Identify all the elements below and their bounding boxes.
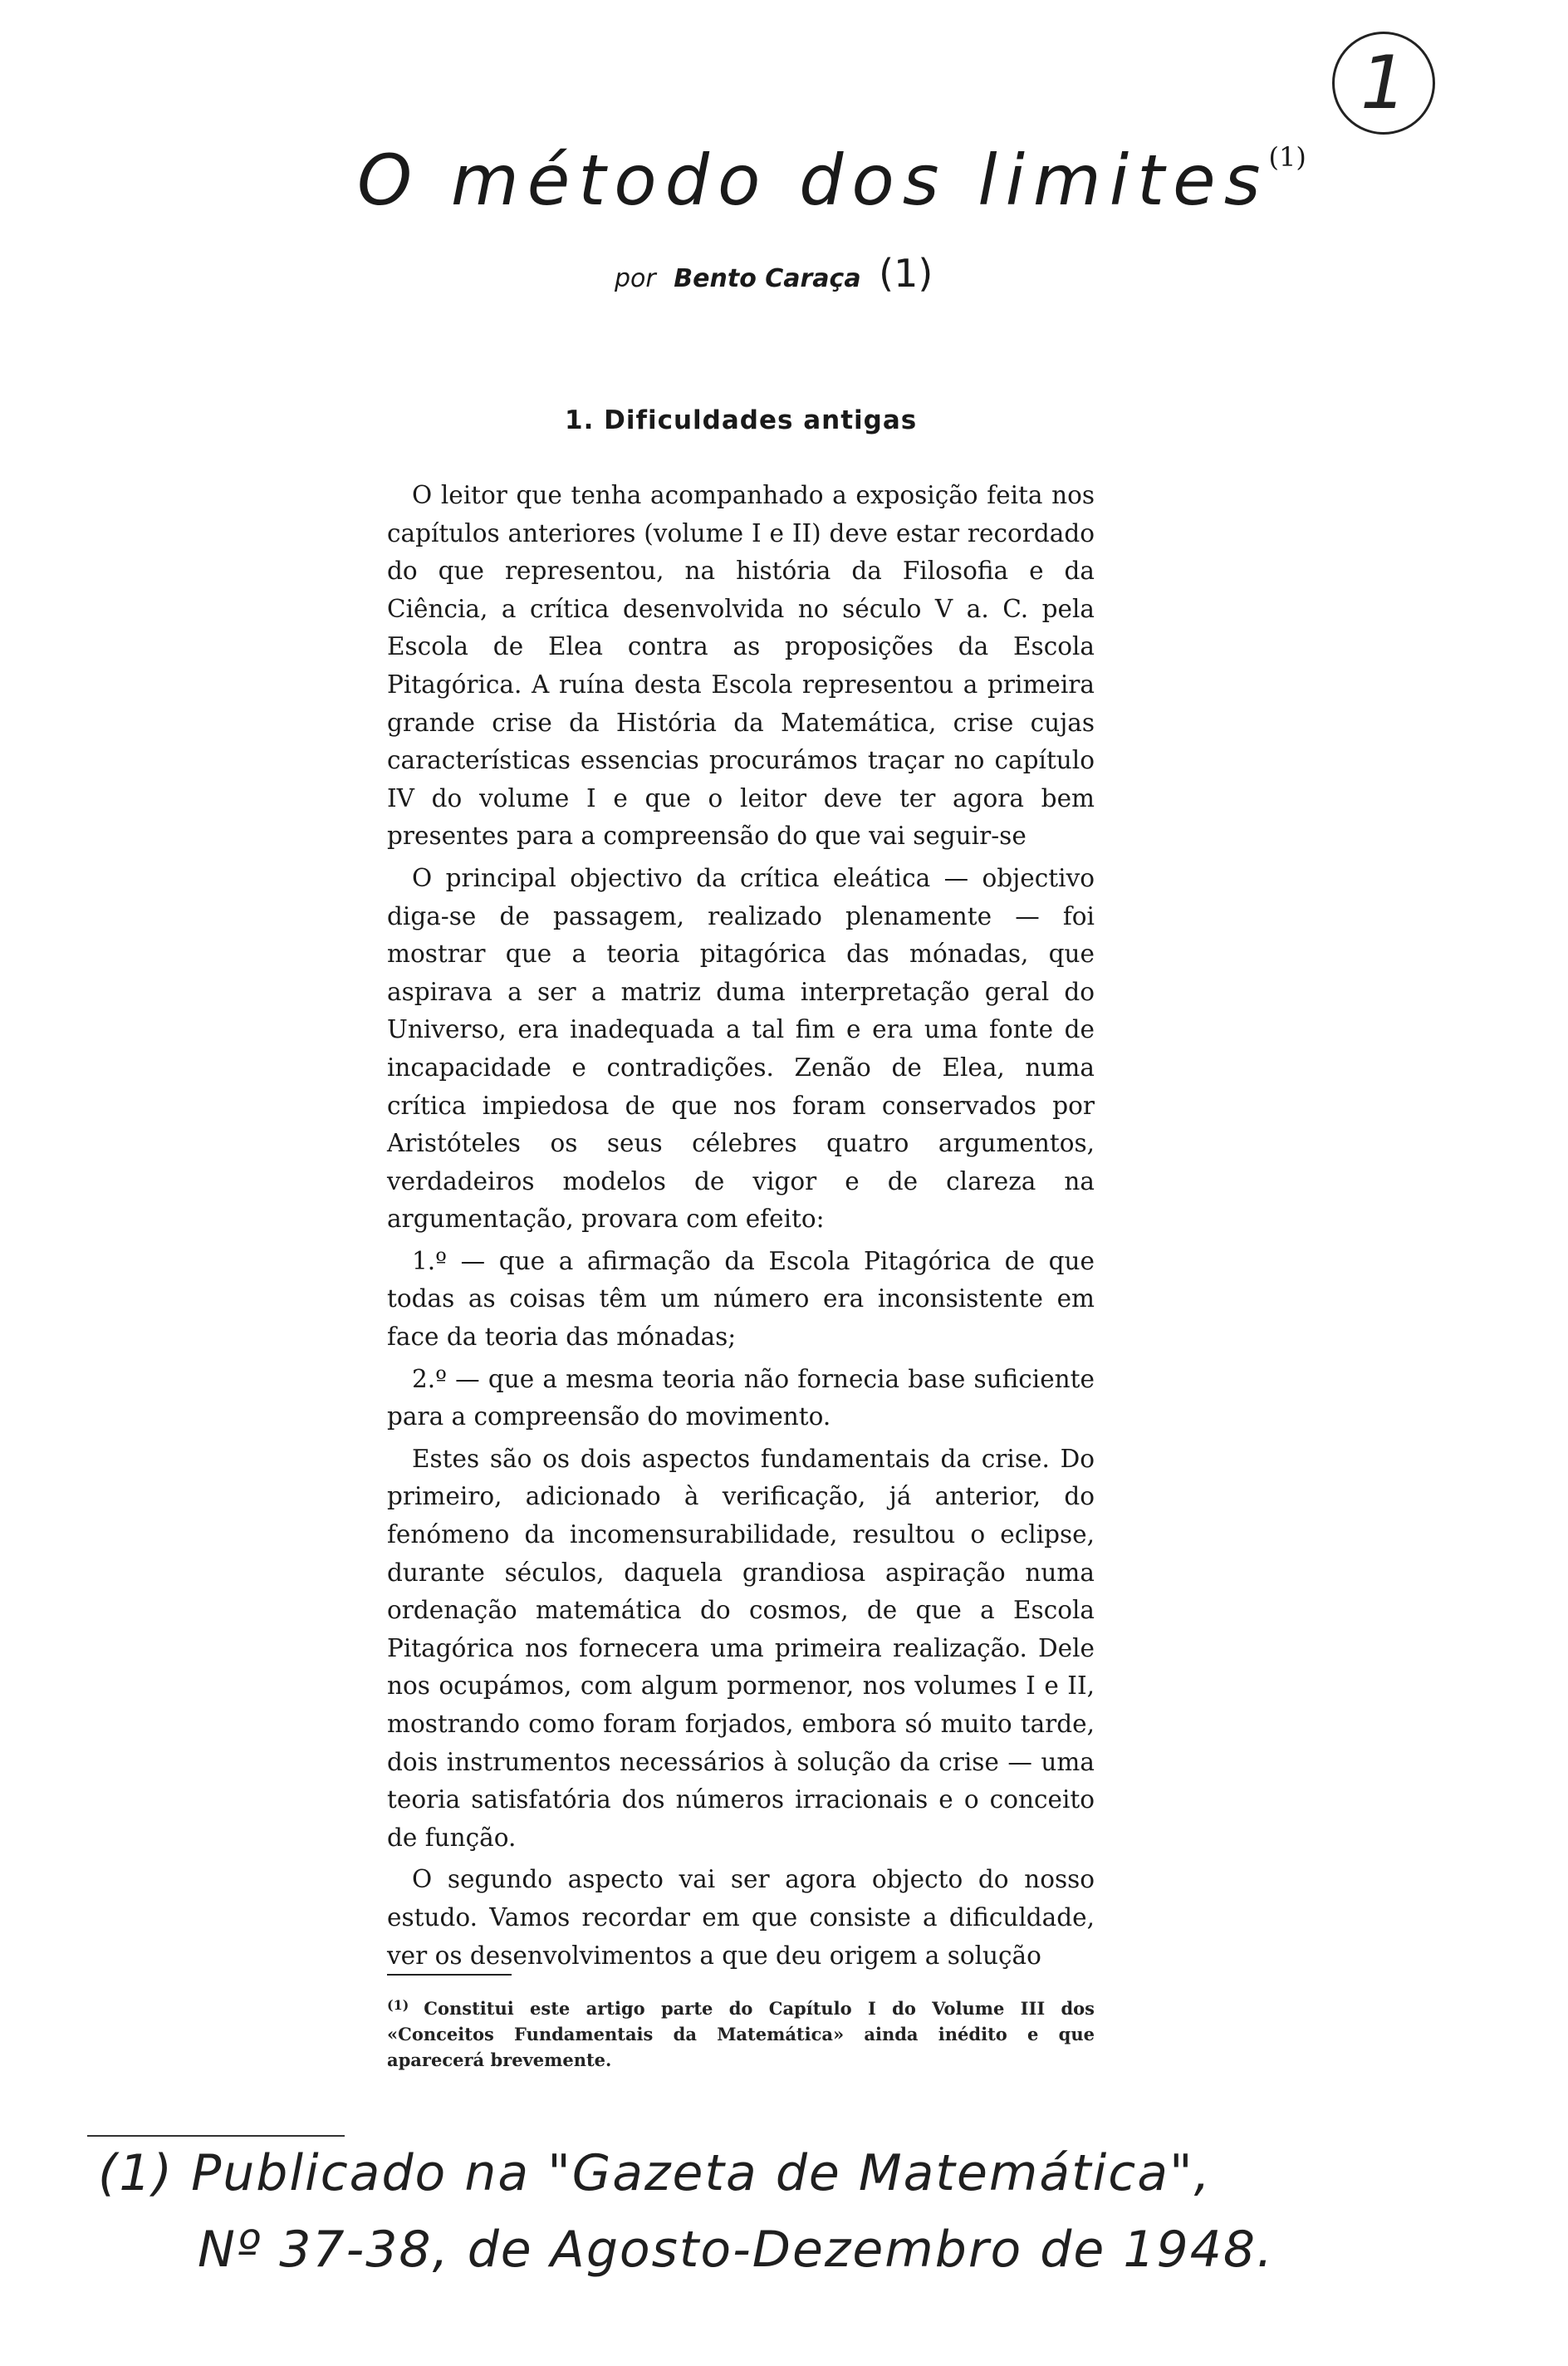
paragraph: Estes são os dois aspectos fundamentais da crise. Do primeiro, adicionado à verificação, já anterior, do fenómeno da incomensurabilidade, resultou o eclipse, durante séculos, daquela grandiosa aspiração numa ordenação matemática do cosmos, de que a Escola Pitagórica nos fornecera uma primeira realização. Dele nos ocupámos, com algum pormenor, nos volumes I e II, mostrando como foram forjados, embora só muito tarde, dois instrumentos necessários à solução da crise — uma teoria satisfatória dos números irracionais e o conceito de função. bbox=[387, 1444, 1095, 1852]
byline bbox=[615, 251, 933, 296]
title-footnote-mark: (1) bbox=[1268, 141, 1306, 173]
title-text: O método dos limites bbox=[357, 140, 1269, 221]
list-item: 1.º — que a afirmação da Escola Pitagórica de que todas as coisas têm um número era inconsistente em face da teoria das mónadas; bbox=[387, 1246, 1095, 1352]
byline-prefix: por bbox=[615, 264, 656, 293]
page-title bbox=[357, 140, 1306, 221]
paragraph: O leitor que tenha acompanhado a exposição feita nos capítulos anteriores (volume I e II) deve estar recordado do que representou, na história da Filosofia e da Ciência, a crítica desenvolvida no século V a. C. pela Escola de Elea contra as proposições da Escola Pitagórica. A ruína desta Escola representou a primeira grande crise da História da Matemática, crise cujas características essencias procurámos traçar no capítulo IV do volume I e que o leitor deve ter agora bem presentes para a compreensão do que vai seguir-se bbox=[387, 481, 1095, 851]
footnote bbox=[387, 1992, 1095, 2073]
section-heading: 1. Dificuldades antigas bbox=[565, 405, 918, 435]
paragraph: O segundo aspecto vai ser agora objecto do nosso estudo. Vamos recordar em que consiste a dificuldade, ver os desenvolvimentos a que deu origem a solução bbox=[387, 1865, 1095, 1970]
footnote-text: Constitui este artigo parte do Capítulo I do Volume III dos «Conceitos Fundamentais da Matemática» ainda inédito e que aparecerá brevemente. bbox=[387, 1998, 1095, 2070]
footnote-mark: (1) bbox=[387, 1997, 409, 2013]
handwritten-line-1: (1) Publicado na "Gazeta de Matemática", bbox=[98, 2144, 1212, 2202]
paragraph: O principal objectivo da crítica eleática — objectivo diga-se de passagem, realizado plenamente — foi mostrar que a teoria pitagórica das mónadas, que aspirava a ser a matriz duma interpretação geral do Universo, era inadequada a tal fim e era uma fonte de incapacidade e contradições. Zenão de Elea, numa crítica impiedosa de que nos foram conservados por Aristóteles os seus célebres quatro argumentos, verdadeiros modelos de vigor e de clareza na argumentação, provara com efeito: bbox=[387, 863, 1095, 1234]
handwritten-line-2: Nº 37-38, de Agosto-Dezembro de 1948. bbox=[198, 2221, 1275, 2279]
byline-footnote-mark: (1) bbox=[879, 251, 933, 296]
footnote-divider bbox=[387, 1974, 512, 1976]
handwritten-note bbox=[98, 2135, 1510, 2288]
author-name: Bento Caraça bbox=[674, 264, 861, 293]
page-number: 1 bbox=[1332, 32, 1435, 135]
list-item: 2.º — que a mesma teoria não fornecia base suficiente para a compreensão do movimento. bbox=[387, 1364, 1095, 1431]
article-body bbox=[387, 477, 1095, 1975]
